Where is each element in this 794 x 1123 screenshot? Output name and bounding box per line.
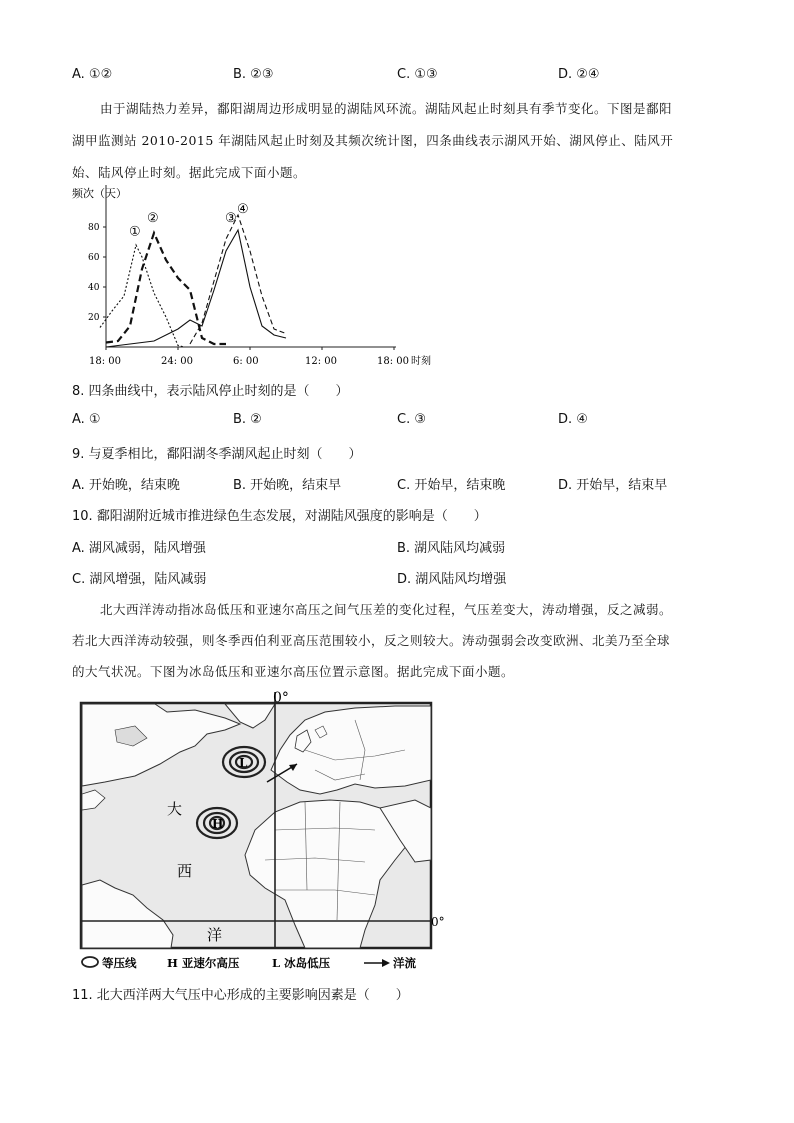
q9-option-c[interactable]: C. 开始早，结束晚 (397, 478, 506, 493)
chart-series-label: ② (147, 211, 159, 226)
passage1-line1: 由于湖陆热力差异，鄱阳湖周边形成明显的湖陆风环流。湖陆风起止时刻具有季节变化。下图是鄱阳 (100, 101, 673, 116)
q10-option-a[interactable]: A. 湖风减弱，陆风增强 (72, 541, 206, 556)
chart-ylabel: 频次（天） (72, 187, 127, 200)
q9-option-d[interactable]: D. 开始早，结束早 (558, 478, 668, 493)
chart-series-line (106, 230, 286, 347)
chart-x-tick-label: 6: 00 (233, 356, 259, 367)
chart-series-line (190, 215, 286, 344)
chart-series-line (106, 233, 226, 344)
passage2-line2: 若北大西洋涛动较强，则冬季西伯利亚高压范围较小，反之则较大。涛动强弱会改变欧洲、北美乃至全球 (72, 633, 671, 648)
icelandic-low-label: L (239, 756, 248, 770)
chart-y-tick-label: 60 (88, 253, 100, 263)
equator-label: 0° (431, 915, 445, 929)
q10-option-c[interactable]: C. 湖风增强，陆风减弱 (72, 572, 207, 587)
chart-x-tick-label: 18: 00 (89, 356, 121, 367)
chart-series-label: ① (129, 224, 141, 240)
q8-stem: 8. 四条曲线中，表示陆风停止时刻的是（ ） (72, 384, 349, 399)
chart-series-label: ③ (225, 211, 237, 226)
q11-stem: 11. 北大西洋两大气压中心形成的主要影响因素是（ ） (72, 988, 409, 1003)
passage2-line3: 的大气状况。下图为冰岛低压和亚速尔高压位置示意图。据此完成下面小题。 (72, 664, 515, 679)
chart-y-tick-label: 40 (88, 283, 100, 293)
q7-option-d[interactable]: D. ②④ (558, 67, 600, 82)
q10-stem: 10. 鄱阳湖附近城市推进绿色生态发展，对湖陆风强度的影响是（ ） (72, 509, 487, 524)
q8-option-d[interactable]: D. ④ (558, 412, 588, 427)
q7-option-c[interactable]: C. ①③ (397, 67, 438, 82)
meridian-label: 0° (273, 690, 289, 706)
passage1-line3: 始、陆风停止时刻。据此完成下面小题。 (72, 165, 307, 180)
ocean-char-xi: 西 (177, 862, 193, 880)
legend-current: 洋流 (393, 956, 416, 970)
chart-xlabel: 时刻 (411, 356, 431, 367)
q8-option-b[interactable]: B. ② (233, 412, 262, 427)
q10-option-b[interactable]: B. 湖风陆风均减弱 (397, 541, 506, 556)
q9-option-b[interactable]: B. 开始晚，结束早 (233, 478, 342, 493)
legend-isobar: 等压线 (102, 956, 137, 970)
q9-option-a[interactable]: A. 开始晚，结束晚 (72, 478, 180, 493)
ocean-char-da: 大 (167, 800, 183, 818)
legend-isobar-icon (82, 957, 98, 967)
chart-series-label: ④ (237, 202, 249, 217)
q8-option-c[interactable]: C. ③ (397, 412, 426, 427)
lake-land-breeze-chart (60, 182, 460, 372)
q9-stem: 9. 与夏季相比，鄱阳湖冬季湖风起止时刻（ ） (72, 447, 362, 462)
q10-option-d[interactable]: D. 湖风陆风均增强 (397, 572, 507, 587)
pressure-center-map (75, 690, 455, 975)
legend-low: L 冰岛低压 (272, 956, 331, 970)
legend-high: H 亚速尔高压 (167, 956, 240, 970)
q7-option-b[interactable]: B. ②③ (233, 67, 274, 82)
azores-high-label: H (212, 817, 224, 831)
passage2-line1: 北大西洋涛动指冰岛低压和亚速尔高压之间气压差的变化过程，气压差变大，涛动增强，反之减弱。 (100, 602, 673, 617)
ocean-char-yang: 洋 (207, 926, 223, 944)
passage1-line2: 湖甲监测站 2010-2015 年湖陆风起止时刻及其频次统计图，四条曲线表示湖风开始、湖风停止、陆风开 (72, 133, 674, 148)
q7-option-a[interactable]: A. ①② (72, 67, 113, 82)
chart-y-tick-label: 80 (88, 223, 100, 233)
q8-option-a[interactable]: A. ① (72, 412, 101, 427)
chart-x-tick-label: 18: 00 (377, 356, 409, 367)
chart-y-tick-label: 20 (88, 313, 100, 323)
chart-x-tick-label: 12: 00 (305, 356, 337, 367)
map-legend (82, 956, 416, 970)
chart-x-tick-label: 24: 00 (161, 356, 193, 367)
